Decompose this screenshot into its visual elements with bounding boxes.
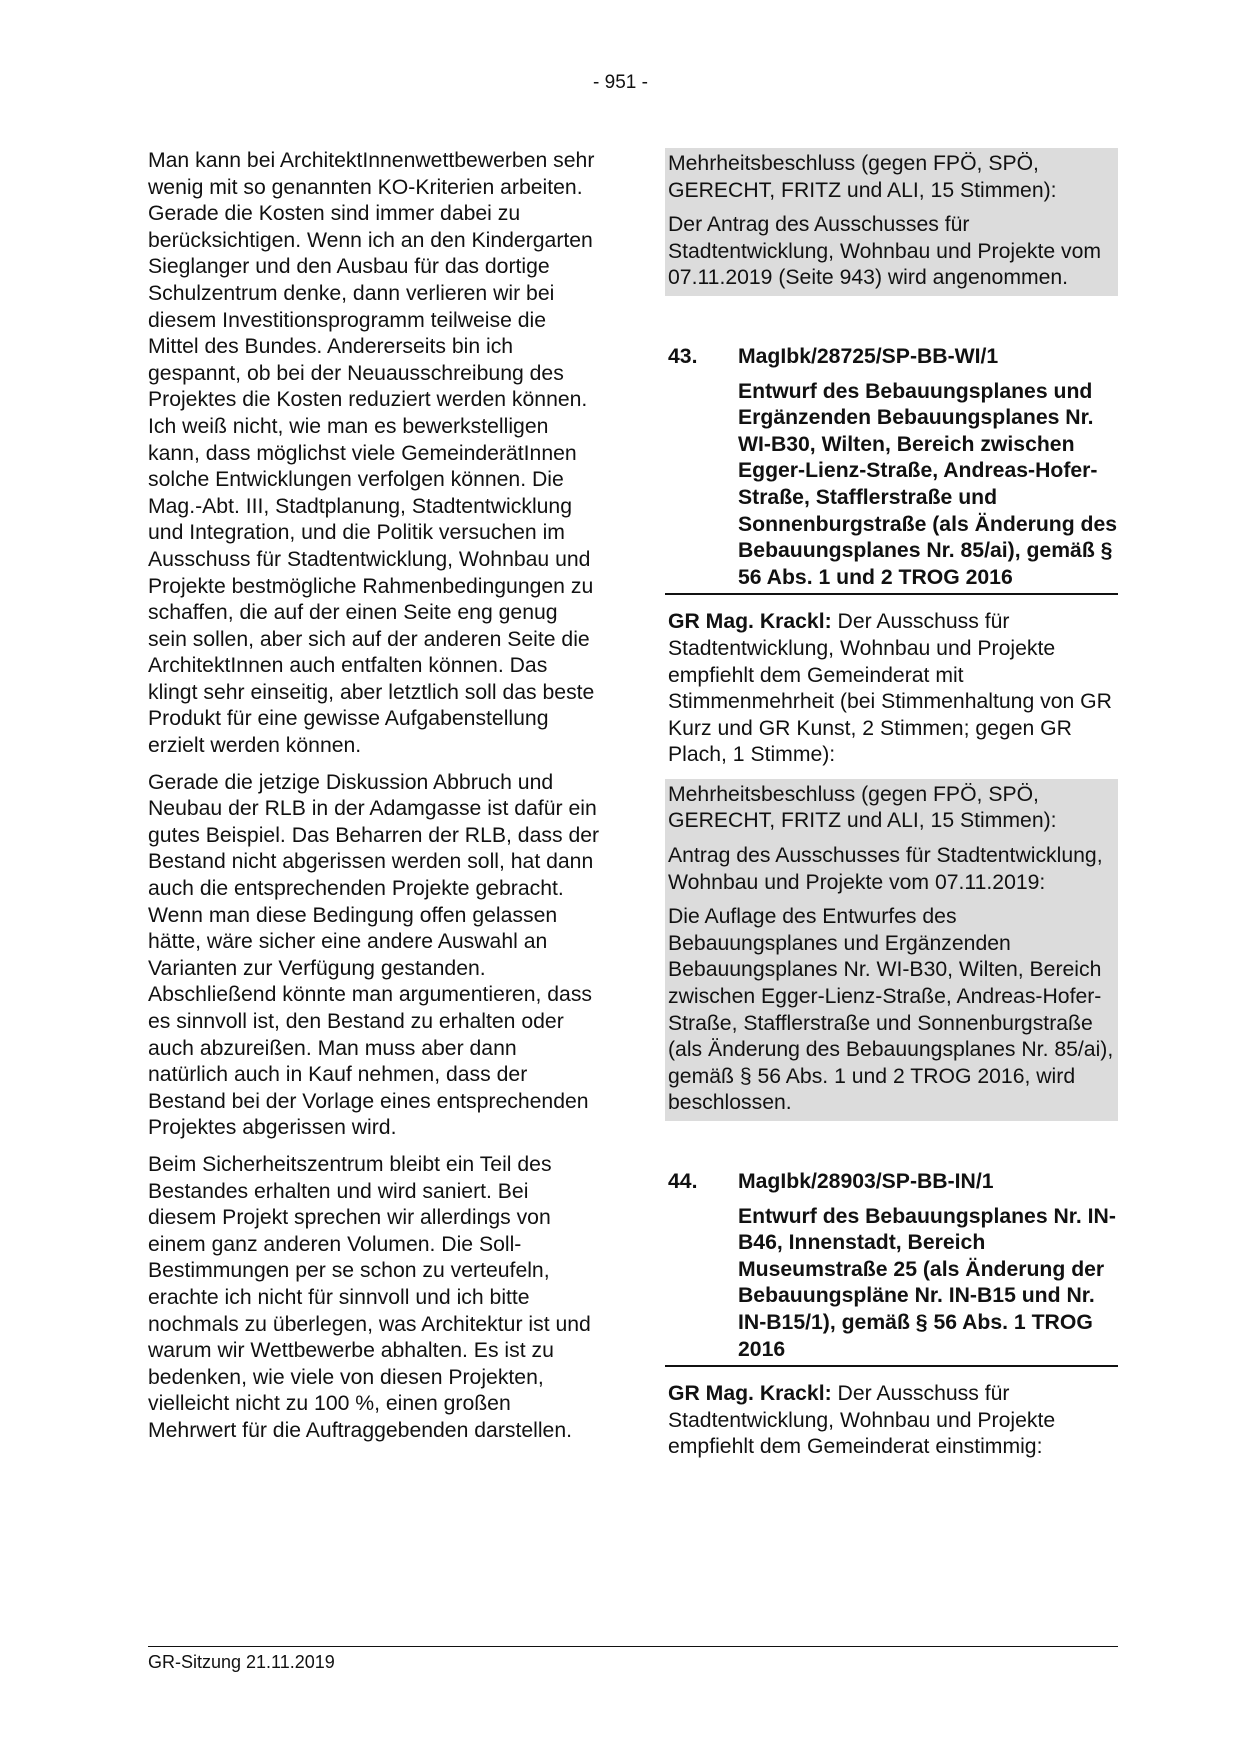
item-title: Entwurf des Bebauungsplanes und Ergänzenden Bebauungsplanes Nr. WI-B30, Wilten, Bereich zwischen Egger-Lienz-Straße, Andreas-Hofer-Straße, Stafflerstraße und Sonnenburgstraße (als Änderung des Bebauungsplanes Nr. 85/ai), gemäß § 56 Abs. 1 und 2 TROG 2016 [738,379,1118,589]
footer-session-date: GR-Sitzung 21.11.2019 [148,1652,335,1672]
item-number: 44. [668,1170,698,1193]
item-title: Entwurf des Bebauungsplanes Nr. IN-B46, Innenstadt, Bereich Museumstraße 25 (als Änderung der Bebauungspläne Nr. IN-B15 und Nr. IN-B15/1), gemäß § 56 Abs. 1 TROG 2016 [738,1204,1116,1361]
divider [665,593,1118,595]
speech [665,609,1118,769]
resolution-box [665,148,1118,296]
speech-text: Der Ausschuss für Stadtentwicklung, Wohnbau und Projekte empfiehlt dem Gemeinderat mit Stimmenmehrheit (bei Stimmenhaltung von GR Kurz und GR Kunst, 2 Stimmen; gegen GR Plach, 1 Stimme): [668,610,1112,767]
footer-divider [148,1646,1118,1647]
paragraph: Gerade die jetzige Diskussion Abbruch und Neubau der RLB in der Adamgasse ist dafür ein gutes Beispiel. Das Beharren der RLB, dass der Bestand nicht abgerissen werden soll, hat dann auch die entsprechenden Projekte gebracht. Wenn man diese Bedingung offen gelassen hätte, wäre sicher eine andere Auswahl an Varianten zur Verfügung gestanden. Abschließend könnte man argumentieren, dass es sinnvoll ist, den Bestand zu erhalten oder auch abzureißen. Man muss aber dann natürlich auch in Kauf nehmen, dass der Bestand bei der Vorlage eines entsprechenden Projektes abgerissen wird. [148,770,600,1140]
paragraph: Man kann bei ArchitektInnenwettbewerben sehr wenig mit so genannten KO-Kriterien arbeiten. Gerade die Kosten sind immer dabei zu berücksichtigen. Wenn ich an den Kindergarten Sieglanger und den Ausbau für das dortige Schulzentrum denke, dann verlieren wir bei diesem Investitionsprogramm teilweise die Mittel des Bundes. Andererseits bin ich gespannt, ob bei der Neuausschreibung des Projektes die Kosten reduziert werden können. Ich weiß nicht, wie man es bewerkstelligen kann, dass möglichst viele GemeinderätInnen solche Entwicklungen verfolgen können. Die Mag.-Abt. III, Stadtplanung, Stadtentwicklung und Integration, und die Politik versuchen im Ausschuss für Stadtentwicklung, Wohnbau und Projekte bestmögliche Rahmenbedingungen zu schaffen, die auf der einen Seite eng genug sein sollen, aber sich auf der anderen Seite die ArchitektInnen auch entfalten können. Das klingt sehr einseitig, aber letztlich soll das beste Produkt für eine gewisse Aufgabenstellung erzielt werden können. [148,149,595,758]
vote-result: Mehrheitsbeschluss (gegen FPÖ, SPÖ, GERECHT, FRITZ und ALI, 15 Stimmen): [668,152,1057,202]
vote-result: Mehrheitsbeschluss (gegen FPÖ, SPÖ, GERECHT, FRITZ und ALI, 15 Stimmen): [668,782,1057,833]
item-reference: MagIbk/28725/SP-BB-WI/1 [738,344,999,368]
speaker-name: GR Mag. Krackl: [668,1382,832,1406]
page-number: - 951 - [593,72,648,93]
item-heading [665,1169,1118,1196]
motion-intro: Antrag des Ausschusses für Stadtentwicklung, Wohnbau und Projekte vom 07.11.2019: [668,844,1103,894]
item-reference: MagIbk/28903/SP-BB-IN/1 [738,1170,994,1193]
speech [665,1381,1118,1461]
agenda-item-43 [665,344,1118,1121]
speaker-name: GR Mag. Krackl: [668,610,832,634]
left-column [148,148,600,1455]
resolution-box [665,779,1118,1121]
agenda-item-44 [665,1169,1118,1461]
item-number: 43. [668,344,698,368]
right-column [665,148,1118,1471]
speech-text: Der Ausschuss für Stadtentwicklung, Wohnbau und Projekte empfiehlt dem Gemeinderat einstimmig: [668,1382,1056,1459]
resolution-text: Der Antrag des Ausschusses für Stadtentwicklung, Wohnbau und Projekte vom 07.11.2019 (Seite 943) wird angenommen. [668,213,1102,290]
item-heading [665,344,1118,371]
divider [665,1365,1118,1367]
motion-text: Die Auflage des Entwurfes des Bebauungsplanes und Ergänzenden Bebauungsplanes Nr. WI-B30, Wilten, Bereich zwischen Egger-Lienz-Straße, Andreas-Hofer-Straße, Stafflerstraße und Sonnenburgstraße (als Änderung des Bebauungsplanes Nr. 85/ai), gemäß § 56 Abs. 1 und 2 TROG 2016, wird beschlossen. [668,905,1114,1115]
paragraph: Beim Sicherheitszentrum bleibt ein Teil des Bestandes erhalten und wird saniert. Bei diesem Projekt sprechen wir allerdings von einem ganz anderen Volumen. Die Soll-Bestimmungen per se schon zu verteufeln, erachte ich nicht für sinnvoll und ich bitte nochmals zu überlegen, was Architektur ist und warum wir Wettbewerbe abhalten. Es ist zu bedenken, wie viele von diesen Projekten, vielleicht nicht zu 100 %, einen großen Mehrwert für die Auftraggebenden darstellen. [148,1152,591,1442]
